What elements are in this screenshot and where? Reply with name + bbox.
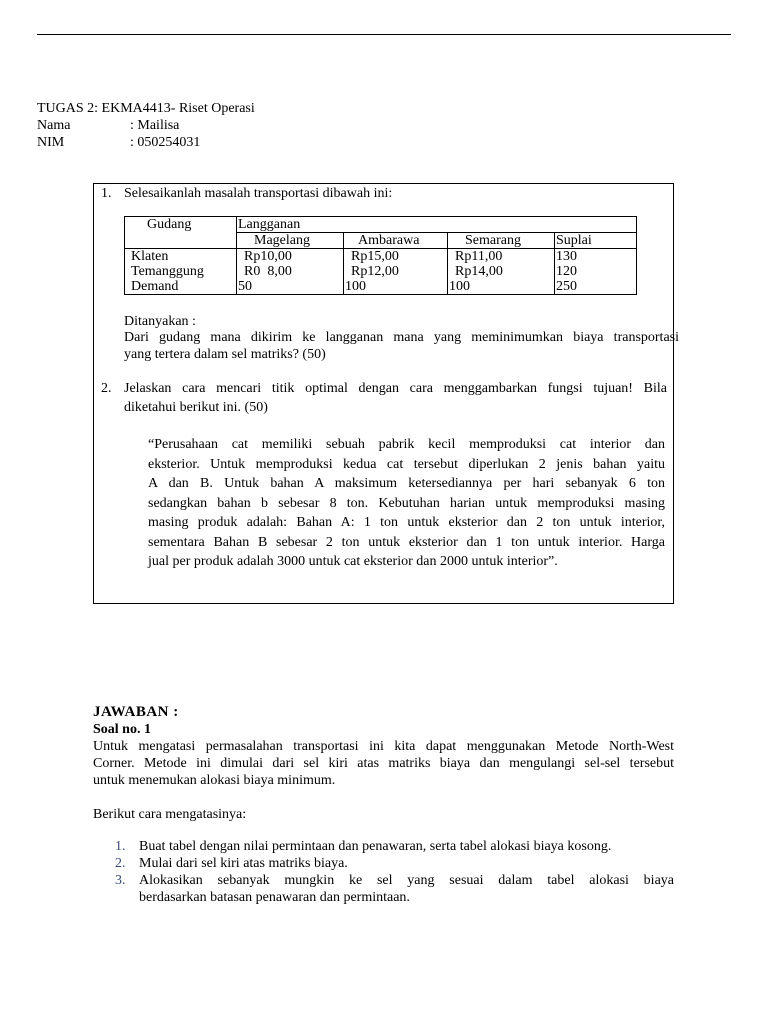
row-label: Demand [125, 279, 237, 295]
q1-question-line: Dari gudang mana dikirim ke langganan mana yang meminimumkan biaya transportasi [124, 330, 679, 345]
list-item [115, 872, 674, 906]
list-item [115, 838, 674, 855]
cost-cell: R0 8,00 [237, 264, 344, 279]
col-header: Semarang [448, 233, 555, 249]
answer-section [93, 704, 674, 823]
answer-heading: JAWABAN : [93, 704, 179, 720]
step-text: Mulai dari sel kiri atas matriks biaya. [139, 856, 348, 871]
q2-text-line: diketahui berikut ini. (50) [124, 400, 268, 415]
cost-cell: Rp12,00 [344, 264, 448, 279]
demand-cell: 50 [237, 279, 344, 295]
step-text: Buat tabel dengan nilai permintaan dan penawaran, serta tabel alokasi biaya kosong. [139, 839, 612, 854]
answer-para-line: untuk menemukan alokasi biaya minimum. [93, 773, 336, 788]
quote-line: jual per produk adalah 3000 untuk cat eksterior dan 2000 untuk interior”. [148, 554, 558, 569]
total-cell: 250 [555, 279, 637, 295]
step-number: 3. [115, 873, 126, 888]
cost-cell: Rp14,00 [448, 264, 555, 279]
top-rule [37, 34, 731, 35]
ditanyakan-label: Ditanyakan : [124, 314, 196, 329]
quote-line: sedangkan bahan b sebesar 8 ton. Kebutuhan harian untuk memproduksi masing [148, 495, 665, 511]
step-text: berdasarkan batasan penawaran dan permintaan. [139, 890, 410, 905]
demand-cell: 100 [448, 279, 555, 295]
berikut-line: Berikut cara mengatasinya: [93, 807, 247, 822]
cost-cell: Rp11,00 [448, 249, 555, 265]
steps-list [115, 838, 674, 906]
empty-cell [125, 233, 237, 249]
tugas-line: TUGAS 2: EKMA4413- Riset Operasi [37, 101, 255, 116]
q1-text: Selesaikanlah masalah transportasi dibawah ini: [124, 186, 393, 201]
demand-cell: 100 [344, 279, 448, 295]
gudang-header: Gudang [125, 217, 237, 233]
step-number: 1. [115, 839, 126, 854]
step-text-block [139, 872, 674, 906]
langganan-header: Langganan [237, 217, 637, 233]
row-label: Temanggung [125, 264, 237, 279]
cost-cell: Rp15,00 [344, 249, 448, 265]
quote-line: masing produk adalah: Bahan A: 1 ton untuk eksterior dan 2 ton untuk interior, [148, 515, 665, 530]
quote-line: A dan B. Untuk bahan A maksimum ketersediannya per hari sebanyak 6 ton [148, 476, 665, 491]
cost-cell: Rp10,00 [237, 249, 344, 265]
q1-number: 1. [101, 186, 112, 201]
col-header: Magelang [237, 233, 344, 249]
q2-quote [148, 435, 665, 572]
nim-value: : 050254031 [130, 135, 201, 150]
answer-para-line: Corner. Metode ini dimulai dari sel kiri atas matriks biaya dan mengulangi sel-sel tersebut [93, 756, 674, 771]
supply-cell: 130 [555, 249, 637, 265]
answer-para-line: Untuk mengatasi permasalahan transportasi ini kita dapat menggunakan Metode North-West [93, 739, 674, 754]
col-header: Suplai [555, 233, 637, 249]
quote-line: sementara Bahan B sebesar 2 ton untuk eksterior dan 1 ton untuk interior. Harga [148, 534, 665, 550]
nim-label: NIM [37, 135, 65, 150]
nama-value: : Mailisa [130, 118, 180, 133]
quote-line: “Perusahaan cat memiliki sebuah pabrik kecil memproduksi cat interior dan [148, 437, 665, 452]
list-item [115, 855, 674, 872]
document-header [37, 100, 255, 151]
q1-question-line: yang tertera dalam sel matriks? (50) [124, 347, 326, 362]
transport-table [124, 216, 637, 295]
soal-heading: Soal no. 1 [93, 722, 151, 737]
q2-text-line: Jelaskan cara mencari titik optimal dengan cara menggambarkan fungsi tujuan! Bila [124, 381, 667, 396]
supply-cell: 120 [555, 264, 637, 279]
nama-line [37, 117, 255, 134]
nim-line [37, 134, 255, 151]
step-number: 2. [115, 856, 126, 871]
col-header: Ambarawa [344, 233, 448, 249]
quote-line: eksterior. Untuk memproduksi kedua cat tersebut diperlukan 2 jenis bahan yaitu [148, 456, 665, 472]
nama-label: Nama [37, 118, 71, 133]
row-label: Klaten [125, 249, 237, 265]
step-text: Alokasikan sebanyak mungkin ke sel yang sesuai dalam tabel alokasi biaya [139, 873, 674, 888]
q2-number: 2. [101, 381, 112, 396]
